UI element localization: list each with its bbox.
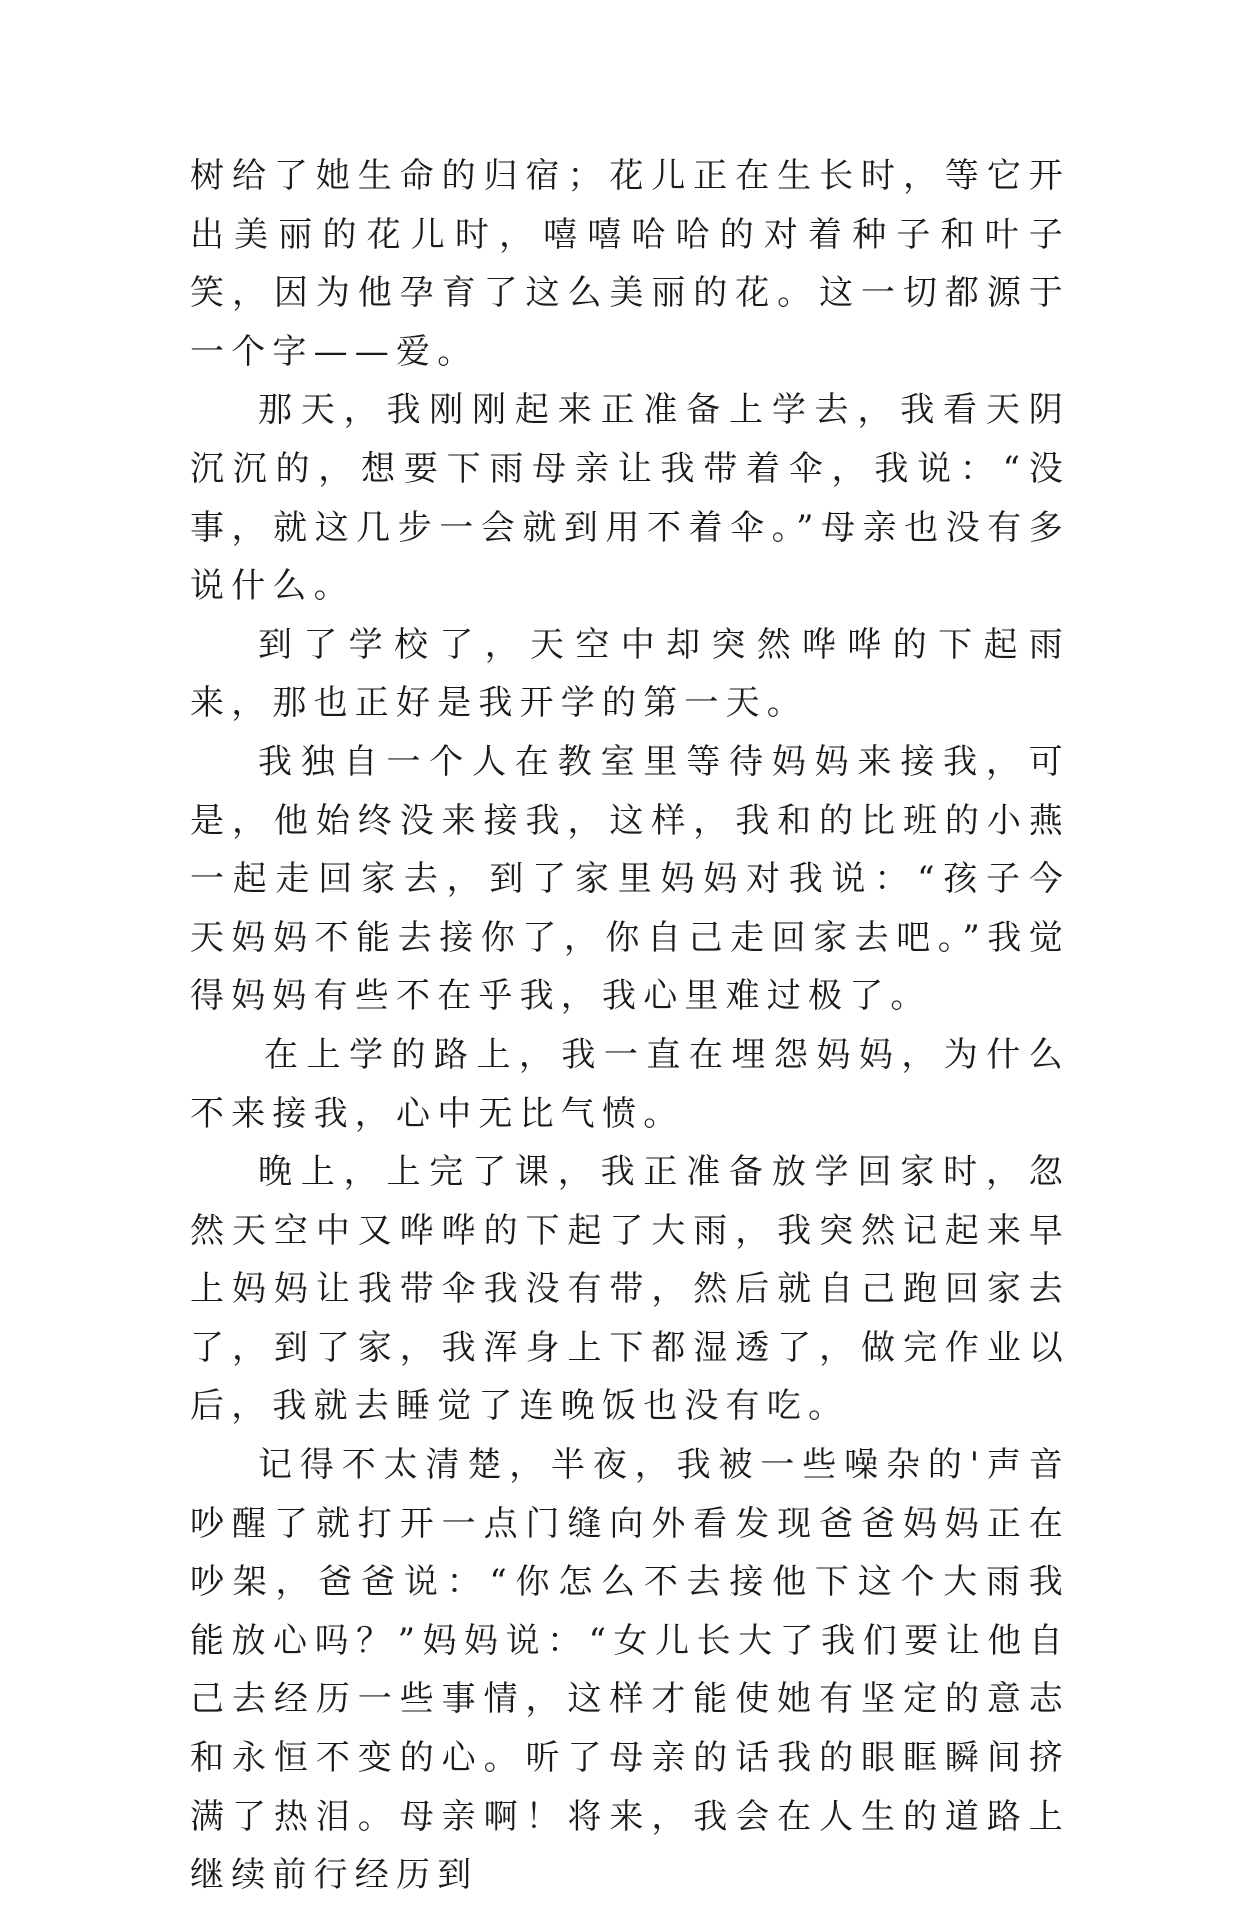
paragraph-6: 晚上，上完了课，我正准备放学回家时，忽然天空中又哗哗的下起了大雨，我突然记起来早上妈妈让我带伞我没有带，然后就自己跑回家去了，到了家，我浑身上下都湿透了，做完作业以后，我就去睡觉了连晚饭也没有吃。 xyxy=(190,1152,1070,1427)
paragraph-3: 到了学校了，天空中却突然哗哗的下起雨来，那也正好是我开学的第一天。 xyxy=(190,624,1070,724)
paragraph-7: 记得不太清楚，半夜，我被一些噪杂的'声音吵醒了就打开一点门缝向外看发现爸爸妈妈正在吵架，爸爸说：“你怎么不去接他下这个大雨我能放心吗？”妈妈说：“女儿长大了我们要让他自己去经历一些事情，这样才能使她有坚定的意志和永恒不变的心。听了母亲的话我的眼眶瞬间挤满了热泪。母亲啊！将来，我会在人生的道路上继续前行经历到 xyxy=(190,1445,1070,1896)
paragraph-1: 树给了她生命的归宿；花儿正在生长时，等它开出美丽的花儿时，嘻嘻哈哈的对着种子和叶子笑，因为他孕育了这么美丽的花。这一切都源于一个字——爱。 xyxy=(190,156,1070,372)
paragraph-2: 那天，我刚刚起来正准备上学去，我看天阴沉沉的，想要下雨母亲让我带着伞，我说：“没事，就这几步一会就到用不着伞。”母亲也没有多说什么。 xyxy=(190,390,1070,607)
paragraph-5: 在上学的路上，我一直在埋怨妈妈，为什么不来接我，心中无比气愤。 xyxy=(190,1034,1070,1134)
paragraph-4: 我独自一个人在教室里等待妈妈来接我，可是，他始终没来接我，这样，我和的比班的小燕一起走回家去，到了家里妈妈对我说：“孩子今天妈妈不能去接你了，你自己走回家去吧。”我觉得妈妈有些不在乎我，我心里难过极了。 xyxy=(190,741,1070,1017)
article-body xyxy=(190,147,1070,1905)
